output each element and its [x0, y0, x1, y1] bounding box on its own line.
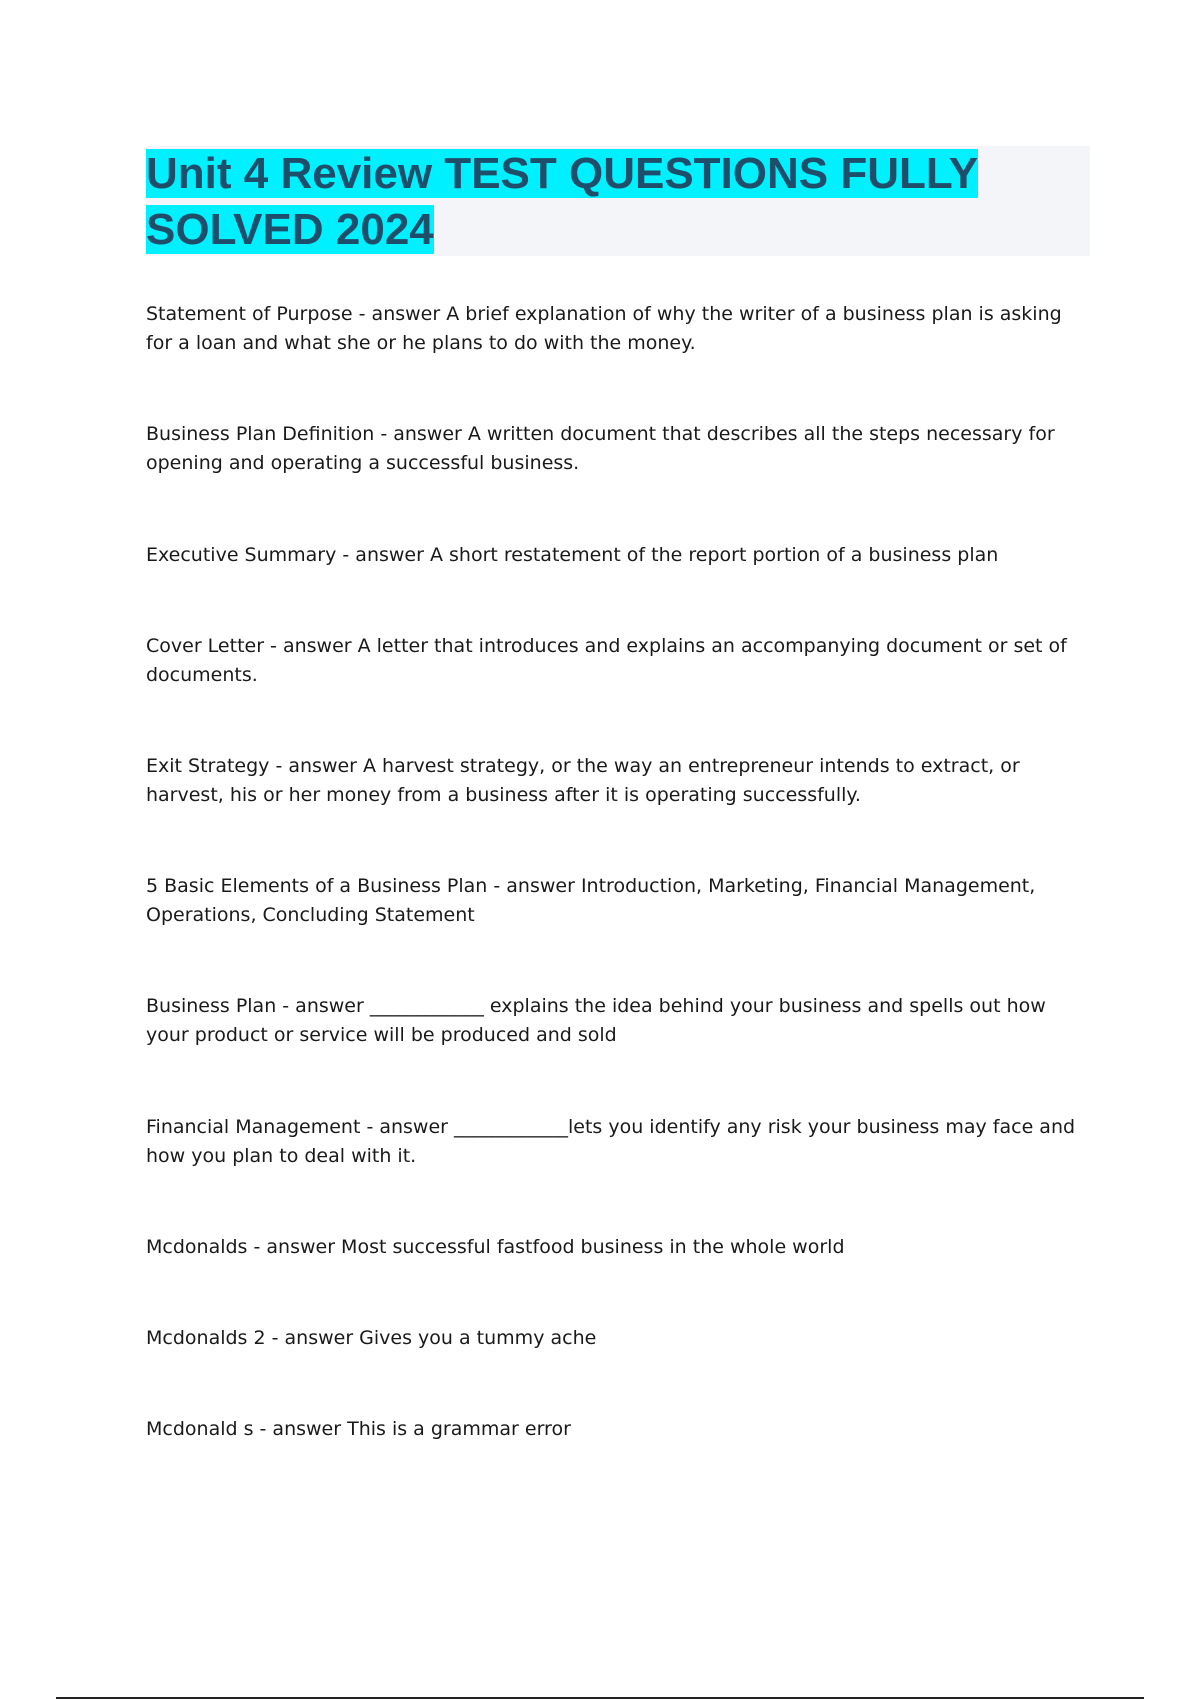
qa-item-financial-management: Financial Management - answer ____________lets you identify any risk your business may face and how you plan to deal with it. — [146, 1116, 1076, 1167]
qa-item-mcdonald-s: Mcdonald s - answer This is a grammar error — [146, 1418, 571, 1440]
page-bottom-rule — [56, 1697, 1144, 1699]
qa-item-mcdonalds: Mcdonalds - answer Most successful fastfood business in the whole world — [146, 1236, 845, 1258]
qa-item-business-plan: Business Plan - answer ____________ explains the idea behind your business and spells out how your product or service will be produced and sold — [146, 995, 1046, 1046]
qa-item-basic-elements: 5 Basic Elements of a Business Plan - answer Introduction, Marketing, Financial Management, Operations, Concluding Statement — [146, 875, 1036, 926]
title-block — [146, 146, 1090, 256]
qa-item-statement-of-purpose: Statement of Purpose - answer A brief explanation of why the writer of a business plan is asking for a loan and what she or he plans to do with the money. — [146, 303, 1062, 354]
document-title — [146, 146, 1090, 258]
qa-item-business-plan-definition: Business Plan Definition - answer A written document that describes all the steps necessary for opening and operating a successful business. — [146, 423, 1055, 474]
qa-item-cover-letter: Cover Letter - answer A letter that introduces and explains an accompanying document or set of documents. — [146, 635, 1067, 686]
qa-item-mcdonalds-2: Mcdonalds 2 - answer Gives you a tummy ache — [146, 1327, 597, 1349]
qa-item-executive-summary: Executive Summary - answer A short restatement of the report portion of a business plan — [146, 544, 999, 566]
document-title-text: Unit 4 Review TEST QUESTIONS FULLY SOLVED 2024 — [146, 149, 979, 254]
qa-item-exit-strategy: Exit Strategy - answer A harvest strategy, or the way an entrepreneur intends to extract, or harvest, his or her money from a business after it is operating successfully. — [146, 755, 1020, 806]
